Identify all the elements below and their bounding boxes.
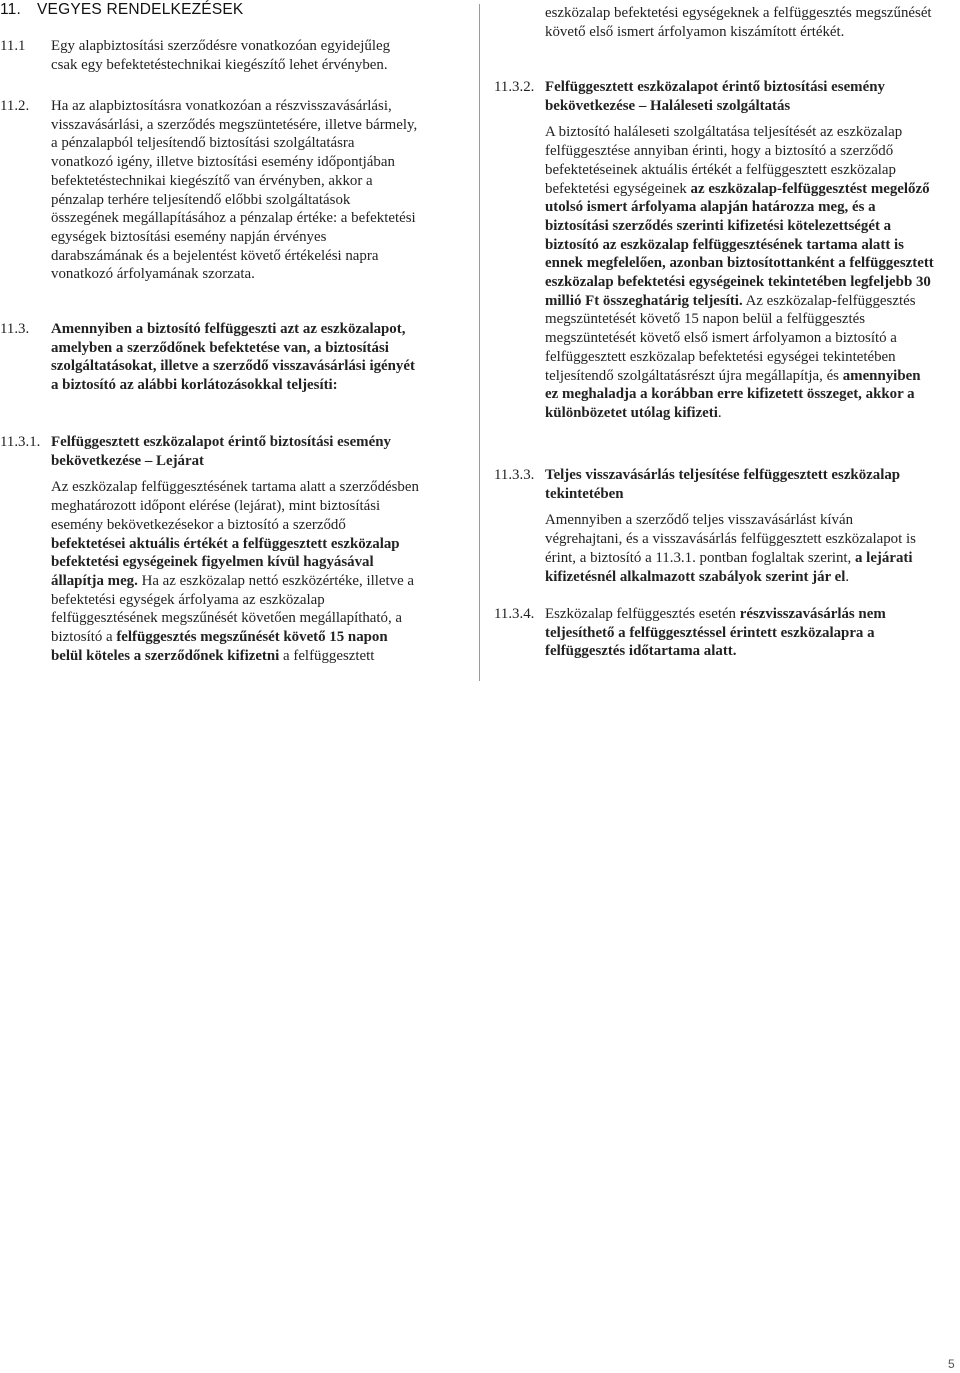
body-text: Eszközalap felfüggesztés esetén [545,606,740,622]
body-text: Az eszközalap felfüggesztésének tartama alatt a szerződésben meghatározott időpont elérése (lejárat), mint biztosítási esemény bekövetkezésekor a biztosító a szerződő [51,479,419,533]
body-text: a felfüggesztett [279,647,375,664]
paragraph-continuation [494,4,934,41]
body-bold-text: a lejárati kifizetésnél alkalmazott szabályok szerint jár el [545,549,913,585]
body-bold-text: befektetései aktuális értékét a felfüggesztett eszközalap befektetési egységeinek figyelmen kívül hagyásával állapítja meg. [51,535,400,589]
paragraph-title: Felfüggesztett eszközalapot érintő biztosítási esemény bekövetkezése – Lejárat [51,434,391,469]
paragraph-title: Teljes visszavásárlás teljesítése felfüggesztett eszközalap tekintetében [545,467,901,502]
body-bold-text: amennyiben ez meghaladja a korábban erre kifizetett összeget, akkor a különbözetet utólag kifizeti [545,367,921,421]
section-heading [0,1,243,19]
paragraph-title: Felfüggesztett eszközalapot érintő biztosítási esemény bekövetkezése – Haláleseti szolgáltatás [545,79,885,114]
paragraph-11-3-1 [0,433,420,665]
body-text: . [845,568,850,585]
body-bold-text: részvisszavásárlás nem teljesíthető a felfüggesztéssel érintett eszközalapra a felfüggesztés időtartama alatt. [545,606,886,660]
paragraph-11-1 [0,37,420,74]
body-text: Ha az eszközalap nettó eszközértéke, illetve a befektetési egységek árfolyama az eszközalap felfüggesztésének megszűnését követően megállapítható, a biztosító a [51,572,415,646]
section-title: VEGYES RENDELKEZÉSEK [37,1,244,18]
body-bold-text: felfüggesztés megszűnését követő 15 napon belül köteles a szerződőnek kifizetni [51,629,388,664]
paragraph-11-2 [0,97,420,284]
paragraph-number: 11.3.4. [494,606,535,622]
paragraph-body: eszközalap befektetési egységeknek a felfüggesztés megszűnését követő első ismert árfolyamon kiszámított értékét. [545,5,932,40]
paragraph-number: 11.3.2. [494,79,535,95]
paragraph-text: Amennyiben a biztosító felfüggeszti azt az eszközalapot, amelyben a szerződőnek befektetése van, a biztosítási szolgáltatásokat, illetve a szerződő visszavásárlási igényét a biztosító az alábbi korlátozásokkal teljesíti: [51,321,415,394]
paragraph-body [51,478,420,665]
page-number: 5 [948,1357,955,1371]
paragraph-number: 11.2. [0,98,30,114]
paragraph-text: Egy alapbiztosítási szerződésre vonatkozóan egyidejűleg csak egy befektetéstechnikai kiegészítő lehet érvényben. [51,38,391,73]
body-text: . [717,404,722,421]
section-number: 11. [0,1,21,18]
paragraph-11-3-3 [494,466,934,586]
paragraph-number: 11.1 [0,38,26,54]
paragraph-number: 11.3.1. [0,434,41,450]
paragraph-body [545,123,934,422]
body-bold-text: az eszközalap-felfüggesztést megelőző utolsó ismert árfolyama alapján határozza meg, és a biztosítási szerződés szerinti kifizetési kötelezettségét a biztosító az eszközalap felfüggesztésének tartama alatt is ennek megfelelően, azonban biztosítottanként a felfüggesztett eszközalap befektetési egységeinek tekintetében legfeljebb 30 millió Ft összeghatárig teljesíti. [545,180,934,309]
paragraph-number: 11.3.3. [494,467,535,483]
body-text: Amennyiben a szerződő teljes visszavásárlást kíván végrehajtani, és a visszavásárlás felfüggesztett eszközalapot is érint, a biztosító a 11.3.1. pontban foglaltak szerint, [545,512,916,566]
paragraph-text [545,605,934,661]
paragraph-11-3-2 [494,78,934,423]
paragraph-body [545,511,934,586]
paragraph-text: Ha az alapbiztosításra vonatkozóan a részvisszavásárlási, visszavásárlási, a szerződés megszüntetésére, illetve bármely, a pénzalapból teljesítendő biztosítási szolgáltatásra vonatkozó igény, illetve biztosítási esemény időpontjában befektetéstechnikai kiegészítő van érvényben, akkor a pénzalap terhére teljesítendő előbbi szolgáltatások összegének megállapításához a pénzalap értéke: a befektetési egységek biztosítási esemény napján érvényes darabszámának és a bejelentést követő értékelési napra vonatkozó árfolyamának szorzata. [51,98,418,283]
column-divider [479,4,480,681]
body-text: A biztosító haláleseti szolgáltatása teljesítését az eszközalap felfüggesztése annyiban érinti, hogy a biztosító a szerződő befektetéseinek aktuális értékét a felfüggesztett eszközalap befektetési egységeinek [545,124,903,197]
paragraph-11-3-4 [494,605,934,661]
paragraph-number: 11.3. [0,321,30,337]
body-text: Az eszközalap-felfüggesztés megszüntetését követő 15 napon belül a felfüggesztés megszüntetését követő első ismert árfolyamon a biztosító a felfüggesztett eszközalap befektetési egységei tekintetében teljesítendő szolgáltatásrészt újra megállapítja, és [545,292,916,384]
paragraph-11-3 [0,320,420,395]
